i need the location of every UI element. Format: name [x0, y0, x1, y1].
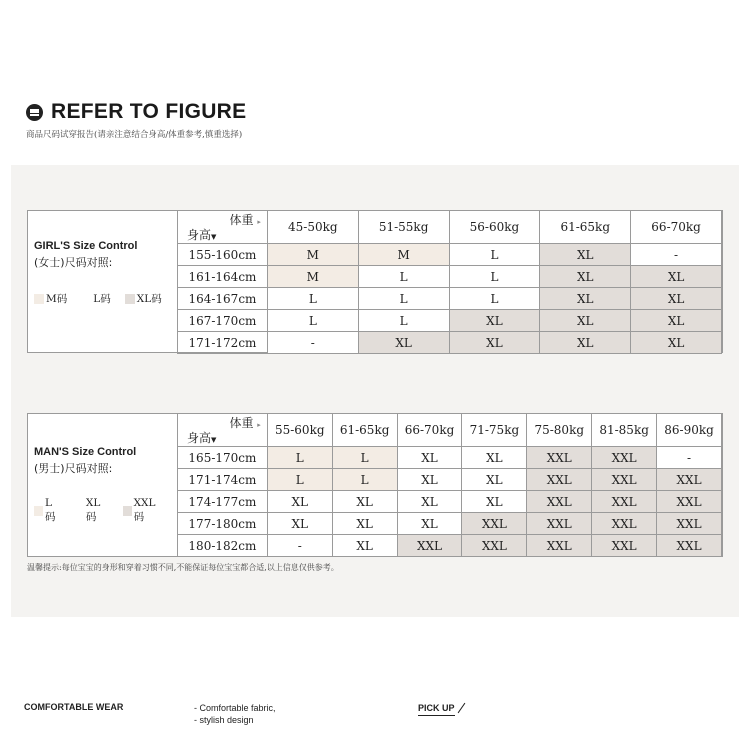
- table-row: [178, 469, 722, 491]
- header-corner-cell: [178, 211, 268, 244]
- size-cell: XL: [397, 513, 462, 535]
- size-cell: XXL: [592, 491, 657, 513]
- height-cell: 167-170cm: [178, 310, 268, 332]
- size-cell: XXL: [657, 491, 722, 513]
- size-cell: XL: [540, 288, 631, 310]
- size-cell: -: [631, 244, 722, 266]
- size-cell: XL: [631, 266, 722, 288]
- size-cell: XXL: [462, 535, 527, 557]
- girls-legend: [34, 291, 176, 306]
- legend-swatch-gray: [125, 294, 135, 304]
- table-row: [178, 447, 722, 469]
- size-cell: L: [358, 310, 449, 332]
- footer-feature-2: - stylish design: [194, 715, 254, 725]
- height-cell: 164-167cm: [178, 288, 268, 310]
- size-cell: XXL: [527, 469, 592, 491]
- size-cell: L: [358, 266, 449, 288]
- size-cell: XL: [462, 447, 527, 469]
- height-cell: 180-182cm: [178, 535, 268, 557]
- girls-chart-label: [28, 211, 177, 352]
- legend-item: XL码: [125, 291, 162, 306]
- size-cell: XXL: [592, 535, 657, 557]
- table-row: [178, 332, 722, 354]
- size-cell: XXL: [592, 469, 657, 491]
- table-row: [178, 535, 722, 557]
- size-cell: XXL: [657, 469, 722, 491]
- legend-item: XL码: [75, 497, 109, 524]
- girls-chart-subtitle: (女士)尺码对照:: [34, 256, 113, 269]
- men-chart-label: [28, 414, 177, 556]
- size-cell: XL: [462, 469, 527, 491]
- footer-pick-up-label: PICK UP: [418, 703, 455, 716]
- weight-column-header: 61-65kg: [540, 211, 631, 244]
- size-cell: L: [449, 244, 540, 266]
- size-cell: L: [358, 288, 449, 310]
- size-cell: XXL: [527, 513, 592, 535]
- size-note: 温馨提示:每位宝宝的身形和穿着习惯不同,不能保证每位宝宝都合适,以上信息仅供参考。: [27, 563, 339, 572]
- size-cell: XL: [449, 310, 540, 332]
- size-cell: M: [267, 244, 358, 266]
- table-row: [178, 310, 722, 332]
- height-cell: 177-180cm: [178, 513, 268, 535]
- height-cell: 155-160cm: [178, 244, 268, 266]
- size-cell: XL: [358, 332, 449, 354]
- size-cell: XXL: [657, 535, 722, 557]
- weight-axis-label: 体重 ▸: [229, 416, 261, 430]
- men-chart-subtitle: (男士)尺码对照:: [34, 462, 113, 475]
- footer-feature-1: - Comfortable fabric,: [194, 703, 276, 713]
- size-cell: XL: [449, 332, 540, 354]
- size-cell: M: [358, 244, 449, 266]
- table-row: [178, 244, 722, 266]
- table-row: [178, 288, 722, 310]
- size-cell: XXL: [527, 491, 592, 513]
- page-header: [26, 100, 246, 140]
- size-cell: XL: [397, 469, 462, 491]
- men-size-chart: [27, 413, 723, 557]
- weight-column-header: 55-60kg: [267, 414, 332, 447]
- size-cell: L: [267, 288, 358, 310]
- menu-circle-icon: [26, 104, 43, 121]
- size-cell: L: [267, 469, 332, 491]
- table-row: [178, 513, 722, 535]
- legend-swatch-gray: [123, 506, 132, 516]
- legend-swatch-white: [81, 294, 91, 304]
- weight-column-header: 66-70kg: [397, 414, 462, 447]
- triangle-down-icon: ▼: [211, 233, 217, 241]
- size-cell: L: [449, 288, 540, 310]
- legend-item: XXL码: [123, 497, 163, 524]
- size-cell: XL: [332, 513, 397, 535]
- legend-swatch-white: [75, 506, 84, 516]
- height-axis-label: 身高▼: [187, 228, 217, 242]
- weight-column-header: 71-75kg: [462, 414, 527, 447]
- size-cell: -: [267, 332, 358, 354]
- legend-swatch-light: [34, 294, 44, 304]
- legend-item: L码: [81, 291, 110, 306]
- size-cell: XXL: [527, 535, 592, 557]
- slash-icon: [457, 703, 465, 713]
- size-cell: XL: [631, 310, 722, 332]
- size-cell: XXL: [397, 535, 462, 557]
- weight-column-header: 81-85kg: [592, 414, 657, 447]
- height-cell: 171-172cm: [178, 332, 268, 354]
- weight-axis-label: 体重 ▸: [229, 213, 261, 227]
- size-cell: XL: [397, 491, 462, 513]
- size-cell: XXL: [462, 513, 527, 535]
- size-cell: XL: [540, 310, 631, 332]
- page-title: REFER TO FIGURE: [51, 100, 247, 123]
- size-cell: XL: [540, 244, 631, 266]
- girls-size-chart: [27, 210, 723, 353]
- size-cell: XL: [540, 332, 631, 354]
- weight-column-header: 45-50kg: [267, 211, 358, 244]
- footer-comfortable-wear: COMFORTABLE WEAR: [24, 702, 124, 712]
- height-cell: 161-164cm: [178, 266, 268, 288]
- triangle-down-icon: ▼: [211, 436, 217, 444]
- size-cell: XXL: [657, 513, 722, 535]
- legend-swatch-light: [34, 506, 43, 516]
- weight-column-header: 75-80kg: [527, 414, 592, 447]
- table-row: [178, 491, 722, 513]
- size-cell: -: [267, 535, 332, 557]
- triangle-right-icon: ▸: [257, 218, 261, 226]
- size-cell: XXL: [527, 447, 592, 469]
- legend-item: M码: [34, 291, 67, 306]
- men-legend: [34, 497, 177, 524]
- size-cell: XXL: [592, 513, 657, 535]
- height-cell: 165-170cm: [178, 447, 268, 469]
- triangle-right-icon: ▸: [257, 421, 261, 429]
- weight-column-header: 66-70kg: [631, 211, 722, 244]
- girls-size-table: [177, 210, 722, 354]
- size-cell: L: [449, 266, 540, 288]
- girls-chart-title: GIRL'S Size Control: [34, 240, 138, 252]
- size-cell: XL: [267, 491, 332, 513]
- size-cell: XL: [332, 535, 397, 557]
- weight-column-header: 56-60kg: [449, 211, 540, 244]
- size-cell: L: [332, 447, 397, 469]
- page-subtitle: 商品尺码试穿报告(请亲注意结合身高/体重参考,慎重选择): [26, 130, 243, 140]
- size-cell: -: [657, 447, 722, 469]
- table-row: [178, 266, 722, 288]
- legend-item: L码: [34, 497, 61, 524]
- footer-features: [194, 702, 276, 726]
- size-cell: XL: [267, 513, 332, 535]
- height-cell: 171-174cm: [178, 469, 268, 491]
- height-cell: 174-177cm: [178, 491, 268, 513]
- size-cell: XL: [332, 491, 397, 513]
- size-cell: L: [332, 469, 397, 491]
- men-chart-title: MAN'S Size Control: [34, 446, 137, 458]
- size-cell: M: [267, 266, 358, 288]
- size-cell: XL: [397, 447, 462, 469]
- size-cell: XL: [462, 491, 527, 513]
- size-cell: XL: [631, 288, 722, 310]
- height-axis-label: 身高▼: [187, 431, 217, 445]
- weight-column-header: 61-65kg: [332, 414, 397, 447]
- weight-column-header: 51-55kg: [358, 211, 449, 244]
- size-cell: XL: [540, 266, 631, 288]
- size-cell: L: [267, 310, 358, 332]
- size-cell: XXL: [592, 447, 657, 469]
- size-cell: L: [267, 447, 332, 469]
- weight-column-header: 86-90kg: [657, 414, 722, 447]
- footer-pick-up: [418, 702, 462, 716]
- size-cell: XL: [631, 332, 722, 354]
- men-size-table: [177, 413, 722, 557]
- header-corner-cell: [178, 414, 268, 447]
